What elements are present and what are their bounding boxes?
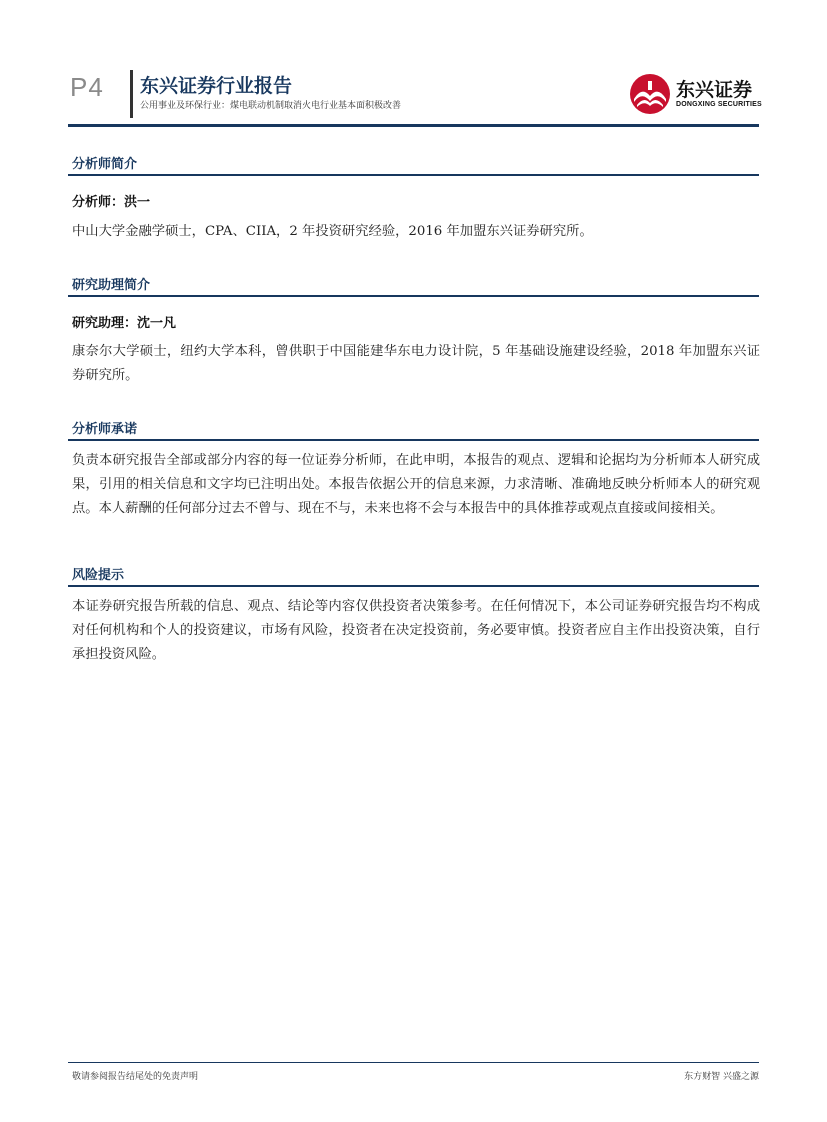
dongxing-logo-icon (628, 72, 672, 116)
analyst-name: 分析师：洪一 (72, 195, 151, 210)
analyst-section-heading: 分析师简介 (72, 157, 138, 172)
commitment-text: 负责本研究报告全部或部分内容的每一位证券分析师，在此申明，本报告的观点、逻辑和论据均为分析师本人研究成果，引用的相关信息和文字均已注明出处。本报告依据公开的信息来源，力求清晰、准确地反映分析师本人的研究观点。本人薪酬的任何部分过去不曾与、现在不与，未来也将不会与本报告中的具体推荐或观点直接或间接相关。 (72, 453, 760, 516)
assistant-name: 研究助理：沈一凡 (72, 316, 177, 331)
brand-logo-block (628, 72, 768, 116)
commitment-section-heading: 分析师承诺 (72, 422, 138, 437)
analyst-bio: 中山大学金融学硕士，CPA、CIIA，2 年投资研究经验，2016 年加盟东兴证券研究所。 (72, 224, 593, 239)
brand-english-name: DONGXING SECURITIES (676, 101, 762, 108)
footer-rule (68, 1062, 759, 1063)
section-divider (68, 585, 759, 587)
section-divider (68, 174, 759, 176)
report-title: 东兴证券行业报告 (140, 75, 293, 97)
risk-text: 本证券研究报告所载的信息、观点、结论等内容仅供投资者决策参考。在任何情况下，本公司证券研究报告均不构成对任何机构和个人的投资建议，市场有风险，投资者在决定投资前，务必要审慎。投资者应自主作出投资决策，自行承担投资风险。 (72, 599, 760, 662)
section-divider (68, 439, 759, 441)
page-number: P4 (70, 72, 104, 102)
assistant-bio: 康奈尔大学硕士，纽约大学本科，曾供职于中国能建华东电力设计院，5 年基础设施建设经验，2018 年加盟东兴证券研究所。 (72, 344, 760, 383)
report-subtitle: 公用事业及环保行业：煤电联动机制取消火电行业基本面积极改善 (140, 101, 402, 111)
brand-name: 东兴证券 (676, 79, 753, 101)
assistant-section-heading: 研究助理简介 (72, 278, 151, 293)
section-divider (68, 295, 759, 297)
footer-slogan: 东方财智 兴盛之源 (684, 1072, 759, 1082)
header-divider (130, 70, 133, 118)
footer-disclaimer-note: 敬请参阅报告结尾处的免责声明 (72, 1072, 199, 1082)
header-rule (68, 124, 759, 127)
risk-section-heading: 风险提示 (72, 568, 125, 583)
